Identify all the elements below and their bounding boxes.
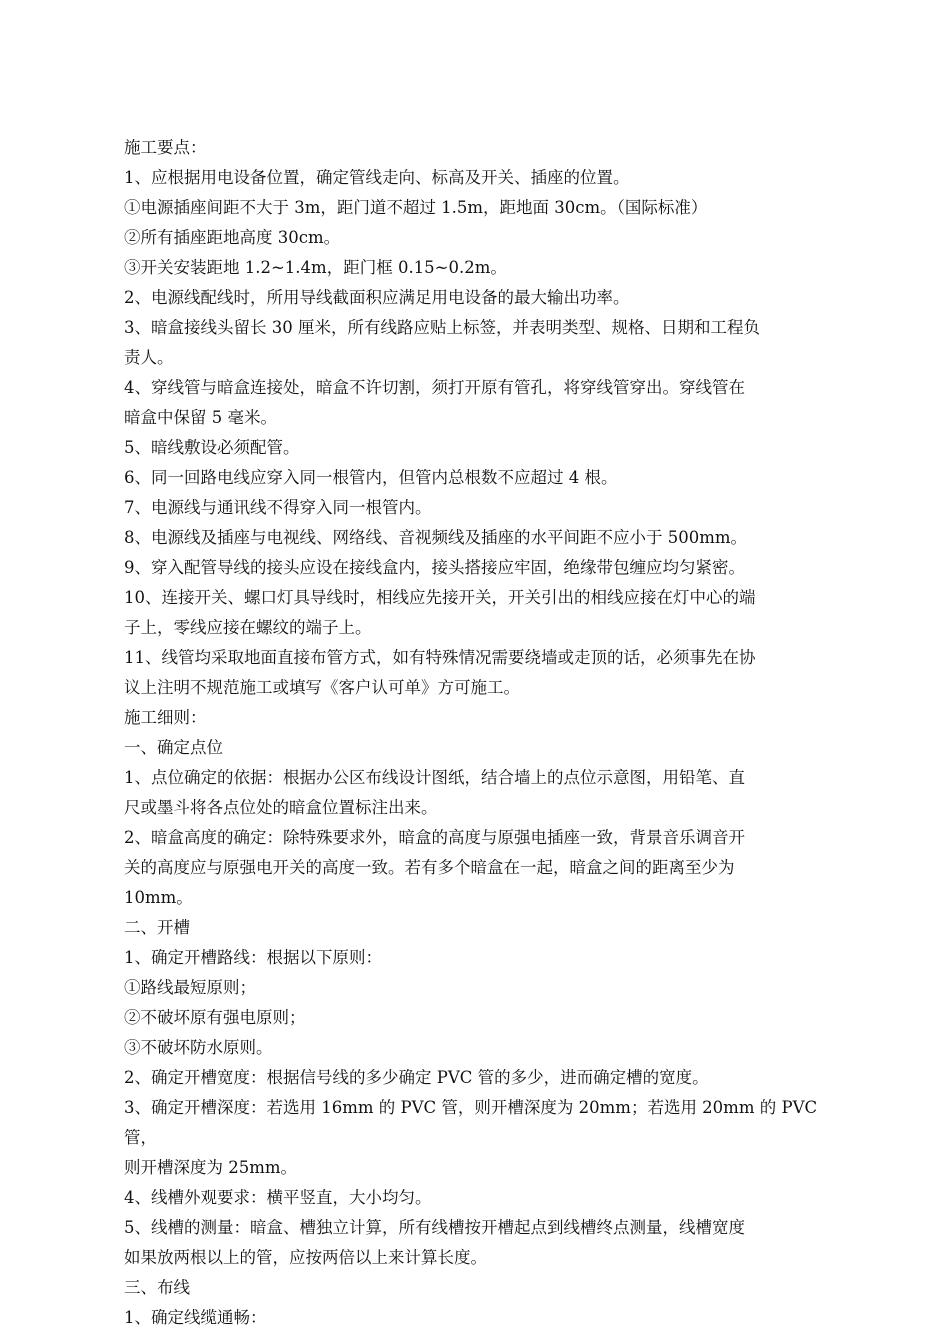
- text-line: 尺或墨斗将各点位处的暗盒位置标注出来。: [124, 798, 438, 817]
- text-line: 4、线槽外观要求：横平竖直，大小均匀。: [124, 1188, 432, 1207]
- text-line: 子上，零线应接在螺纹的端子上。: [124, 618, 372, 637]
- text-line: ①路线最短原则；: [124, 978, 256, 997]
- text-line: ①电源插座间距不大于 3m，距门道不超过 1.5m，距地面 30cm。（国际标准）: [124, 198, 708, 217]
- text-line: 如果放两根以上的管，应按两倍以上来计算长度。: [124, 1248, 487, 1267]
- text-line: ②不破坏原有强电原则；: [124, 1008, 306, 1027]
- text-line: 10、连接开关、螺口灯具导线时，相线应先接开关，开关引出的相线应接在灯中心的端: [124, 588, 756, 607]
- text-line: 二、开槽: [124, 918, 190, 937]
- text-line: 1、确定线缆通畅：: [124, 1308, 267, 1327]
- text-line: 暗盒中保留 5 毫米。: [124, 408, 277, 427]
- text-line: 2、电源线配线时，所用导线截面积应满足用电设备的最大输出功率。: [124, 288, 630, 307]
- text-line: 则开槽深度为 25mm。: [124, 1158, 298, 1177]
- text-line: 4、穿线管与暗盒连接处，暗盒不许切割，须打开原有管孔，将穿线管穿出。穿线管在: [124, 378, 745, 397]
- text-line: 3、暗盒接线头留长 30 厘米，所有线路应贴上标签，并表明类型、规格、日期和工程负: [124, 318, 760, 337]
- text-line: 7、电源线与通讯线不得穿入同一根管内。: [124, 498, 432, 517]
- text-line: 1、点位确定的依据：根据办公区布线设计图纸，结合墙上的点位示意图，用铅笔、直: [124, 768, 745, 787]
- text-line: 2、暗盒高度的确定：除特殊要求外，暗盒的高度与原强电插座一致，背景音乐调音开: [124, 828, 745, 847]
- document-body: [124, 133, 848, 1333]
- text-line: 施工要点：: [124, 138, 207, 157]
- text-line: 5、暗线敷设必须配管。: [124, 438, 300, 457]
- text-line: 5、线槽的测量：暗盒、槽独立计算，所有线槽按开槽起点到线槽终点测量，线槽宽度: [124, 1218, 745, 1237]
- text-line: 议上注明不规范施工或填写《客户认可单》方可施工。: [124, 678, 520, 697]
- text-line: 一、确定点位: [124, 738, 223, 757]
- text-line: 施工细则：: [124, 708, 207, 727]
- text-line: 11、线管均采取地面直接布管方式，如有特殊情况需要绕墙或走顶的话，必须事先在协: [124, 648, 756, 667]
- text-line: 2、确定开槽宽度：根据信号线的多少确定 PVC 管的多少，进而确定槽的宽度。: [124, 1068, 709, 1087]
- text-line: 责人。: [124, 348, 174, 367]
- text-line: 9、穿入配管导线的接头应设在接线盒内，接头搭接应牢固，绝缘带包缠应均匀紧密。: [124, 558, 745, 577]
- text-line: ③不破坏防水原则。: [124, 1038, 273, 1057]
- text-line: ③开关安装距地 1.2~1.4m，距门框 0.15~0.2m。: [124, 258, 507, 277]
- text-line: 3、确定开槽深度：若选用 16mm 的 PVC 管，则开槽深度为 20mm；若选用 20mm 的 PVC 管，: [124, 1098, 818, 1147]
- text-line: 1、应根据用电设备位置，确定管线走向、标高及开关、插座的位置。: [124, 168, 630, 187]
- text-line: 8、电源线及插座与电视线、网络线、音视频线及插座的水平间距不应小于 500mm。: [124, 528, 748, 547]
- text-line: 关的高度应与原强电开关的高度一致。若有多个暗盒在一起，暗盒之间的距离至少为: [124, 858, 735, 877]
- text-line: 三、布线: [124, 1278, 190, 1297]
- text-line: 6、同一回路电线应穿入同一根管内，但管内总根数不应超过 4 根。: [124, 468, 618, 487]
- text-line: 10mm。: [124, 888, 193, 907]
- text-line: ②所有插座距地高度 30cm。: [124, 228, 341, 247]
- text-line: 1、确定开槽路线：根据以下原则：: [124, 948, 382, 967]
